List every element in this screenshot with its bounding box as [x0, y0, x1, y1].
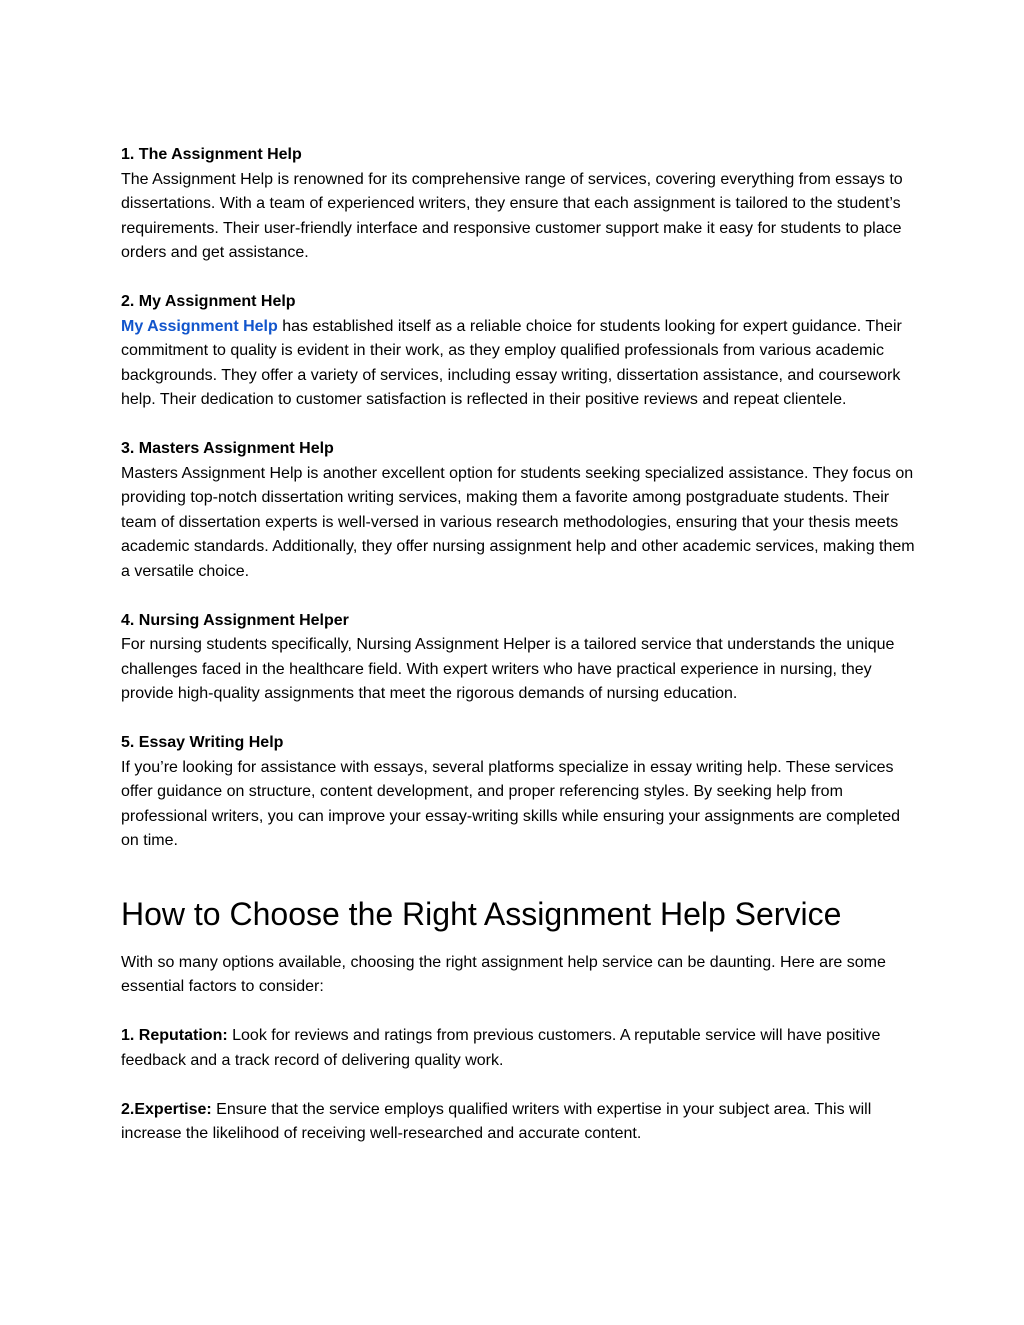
section-title: 1. The Assignment Help [121, 146, 302, 163]
intro-text: With so many options available, choosing the right assignment help service can be daunting. Here are some essential factors to consider: [121, 953, 886, 995]
factor-text: Look for reviews and ratings from previous customers. A reputable service will have positive feedback and a track record of delivering quality work. [121, 1027, 881, 1069]
section-body: If you’re looking for assistance with essays, several platforms specialize in essay writing help. These services offer guidance on structure, content development, and proper referencing styles. By seeking help from professional writers, you can improve your essay-writing skills while ensuring your assignments are completed on time. [121, 758, 900, 849]
section-masters-assignment-help [121, 437, 921, 584]
factor-reputation [121, 1024, 921, 1073]
section-title: 5. Essay Writing Help [121, 734, 284, 751]
section-body: Masters Assignment Help is another excellent option for students seeking specialized assistance. They focus on providing top-notch dissertation writing services, making them a favorite among postgraduate students. Their team of dissertation experts is well-versed in various research methodologies, ensuring that your thesis meets academic standards. Additionally, they offer nursing assignment help and other academic services, making them a versatile choice. [121, 464, 915, 580]
section-my-assignment-help [121, 290, 921, 413]
section-body: For nursing students specifically, Nursing Assignment Helper is a tailored service that understands the unique challenges faced in the healthcare field. With expert writers who have practical experience in nursing, they provide high-quality assignments that meet the rigorous demands of nursing education. [121, 636, 895, 702]
factor-paragraph [121, 1024, 921, 1073]
factor-expertise [121, 1098, 921, 1147]
section-body [121, 315, 921, 413]
document-page [121, 143, 921, 1171]
factor-label: 1. Reputation: [121, 1027, 228, 1044]
factor-text: Ensure that the service employs qualified writers with expertise in your subject area. This will increase the likelihood of receiving well-researched and accurate content. [121, 1100, 872, 1142]
section-essay-writing-help [121, 731, 921, 854]
factor-paragraph [121, 1098, 921, 1147]
section-title: 2. My Assignment Help [121, 293, 296, 310]
section-the-assignment-help [121, 143, 921, 266]
section-nursing-assignment-helper [121, 609, 921, 707]
factor-label: 2.Expertise: [121, 1100, 212, 1118]
section-title: 3. Masters Assignment Help [121, 440, 334, 457]
section-title: 4. Nursing Assignment Helper [121, 611, 349, 629]
heading-how-to-choose: How to Choose the Right Assignment Help Service [121, 895, 842, 932]
section-body: The Assignment Help is renowned for its comprehensive range of services, covering everything from essays to dissertations. With a team of experienced writers, they ensure that each assignment is tailored to the student’s requirements. Their user-friendly interface and responsive customer support make it easy for students to place orders and get assistance. [121, 170, 903, 261]
my-assignment-help-link[interactable]: My Assignment Help [121, 317, 278, 335]
section-body-text: has established itself as a reliable choice for students looking for expert guidance. Their commitment to quality is evident in their work, as they employ qualified professionals from various academic backgrounds. They offer a variety of services, including essay writing, dissertation assistance, and coursework help. Their dedication to customer satisfaction is reflected in their positive reviews and repeat clientele. [121, 317, 902, 408]
intro-paragraph [121, 951, 921, 1000]
